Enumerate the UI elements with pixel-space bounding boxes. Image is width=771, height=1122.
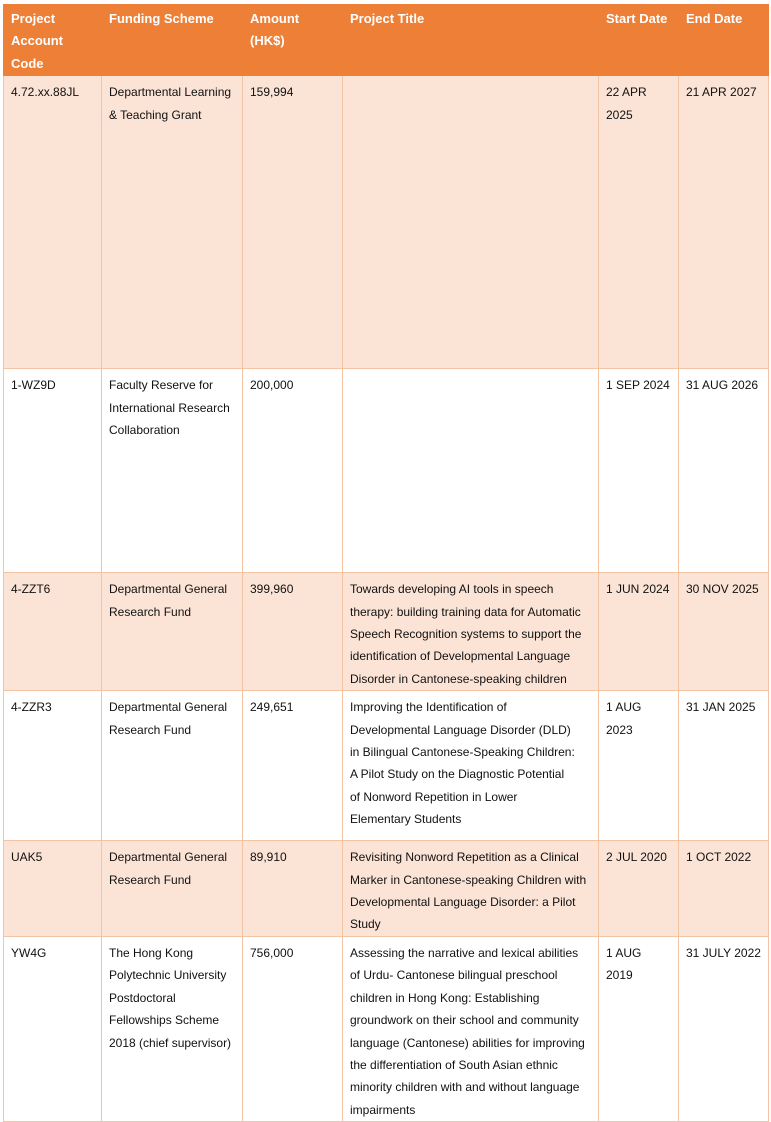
cell-project-title: Revisiting Nonword Repetition as a Clinical Marker in Cantonese-speaking Children with Developmental Language Disorder: a Pilot Study [343,841,599,937]
cell-end-date: 21 APR 2027 [679,76,769,369]
cell-end-date: 30 NOV 2025 [679,573,769,691]
table-row [4,841,769,937]
cell-amount: 89,910 [243,841,343,937]
cell-end-date: 1 OCT 2022 [679,841,769,937]
cell-end-date: 31 AUG 2026 [679,369,769,573]
header-amount: Amount (HK$) [243,5,343,76]
table-row [4,369,769,573]
cell-amount: 756,000 [243,936,343,1121]
cell-funding-scheme: Faculty Reserve for International Research Collaboration [102,369,243,573]
cell-amount: 159,994 [243,76,343,369]
header-row [4,5,769,76]
cell-account-code: YW4G [4,936,102,1121]
table-row [4,936,769,1121]
cell-account-code: 4-ZZR3 [4,691,102,841]
cell-project-title: Towards developing AI tools in speech therapy: building training data for Automatic Speech Recognition systems to support the identification of Developmental Language Disorder in Cantonese-speaking children [343,573,599,691]
cell-account-code: 4.72.xx.88JL [4,76,102,369]
cell-account-code: UAK5 [4,841,102,937]
cell-start-date: 22 APR 2025 [599,76,679,369]
cell-funding-scheme: The Hong Kong Polytechnic University Postdoctoral Fellowships Scheme 2018 (chief supervisor) [102,936,243,1121]
cell-project-title [343,369,599,573]
header-project-account-code: Project Account Code [4,5,102,76]
table-row [4,76,769,369]
cell-project-title: Assessing the narrative and lexical abilities of Urdu- Cantonese bilingual preschool children in Hong Kong: Establishing groundwork on their school and community language (Cantonese) abilities for improving the differentiation of South Asian ethnic minority children with and without language impairments [343,936,599,1121]
cell-funding-scheme: Departmental General Research Fund [102,573,243,691]
cell-project-title [343,76,599,369]
cell-funding-scheme: Departmental General Research Fund [102,691,243,841]
header-end-date: End Date [679,5,769,76]
cell-start-date: 1 SEP 2024 [599,369,679,573]
cell-amount: 200,000 [243,369,343,573]
cell-end-date: 31 JAN 2025 [679,691,769,841]
grants-table [3,4,769,1122]
cell-amount: 399,960 [243,573,343,691]
cell-start-date: 2 JUL 2020 [599,841,679,937]
cell-start-date: 1 JUN 2024 [599,573,679,691]
header-funding-scheme: Funding Scheme [102,5,243,76]
cell-start-date: 1 AUG 2023 [599,691,679,841]
cell-end-date: 31 JULY 2022 [679,936,769,1121]
cell-account-code: 4-ZZT6 [4,573,102,691]
table-row [4,573,769,691]
header-start-date: Start Date [599,5,679,76]
header-project-title: Project Title [343,5,599,76]
cell-funding-scheme: Departmental Learning & Teaching Grant [102,76,243,369]
cell-account-code: 1-WZ9D [4,369,102,573]
cell-project-title: Improving the Identification of Developmental Language Disorder (DLD) in Bilingual Cantonese-Speaking Children: A Pilot Study on the Diagnostic Potential of Nonword Repetition in Lower Elementary Students [343,691,599,841]
cell-amount: 249,651 [243,691,343,841]
cell-start-date: 1 AUG 2019 [599,936,679,1121]
cell-funding-scheme: Departmental General Research Fund [102,841,243,937]
table-row [4,691,769,841]
